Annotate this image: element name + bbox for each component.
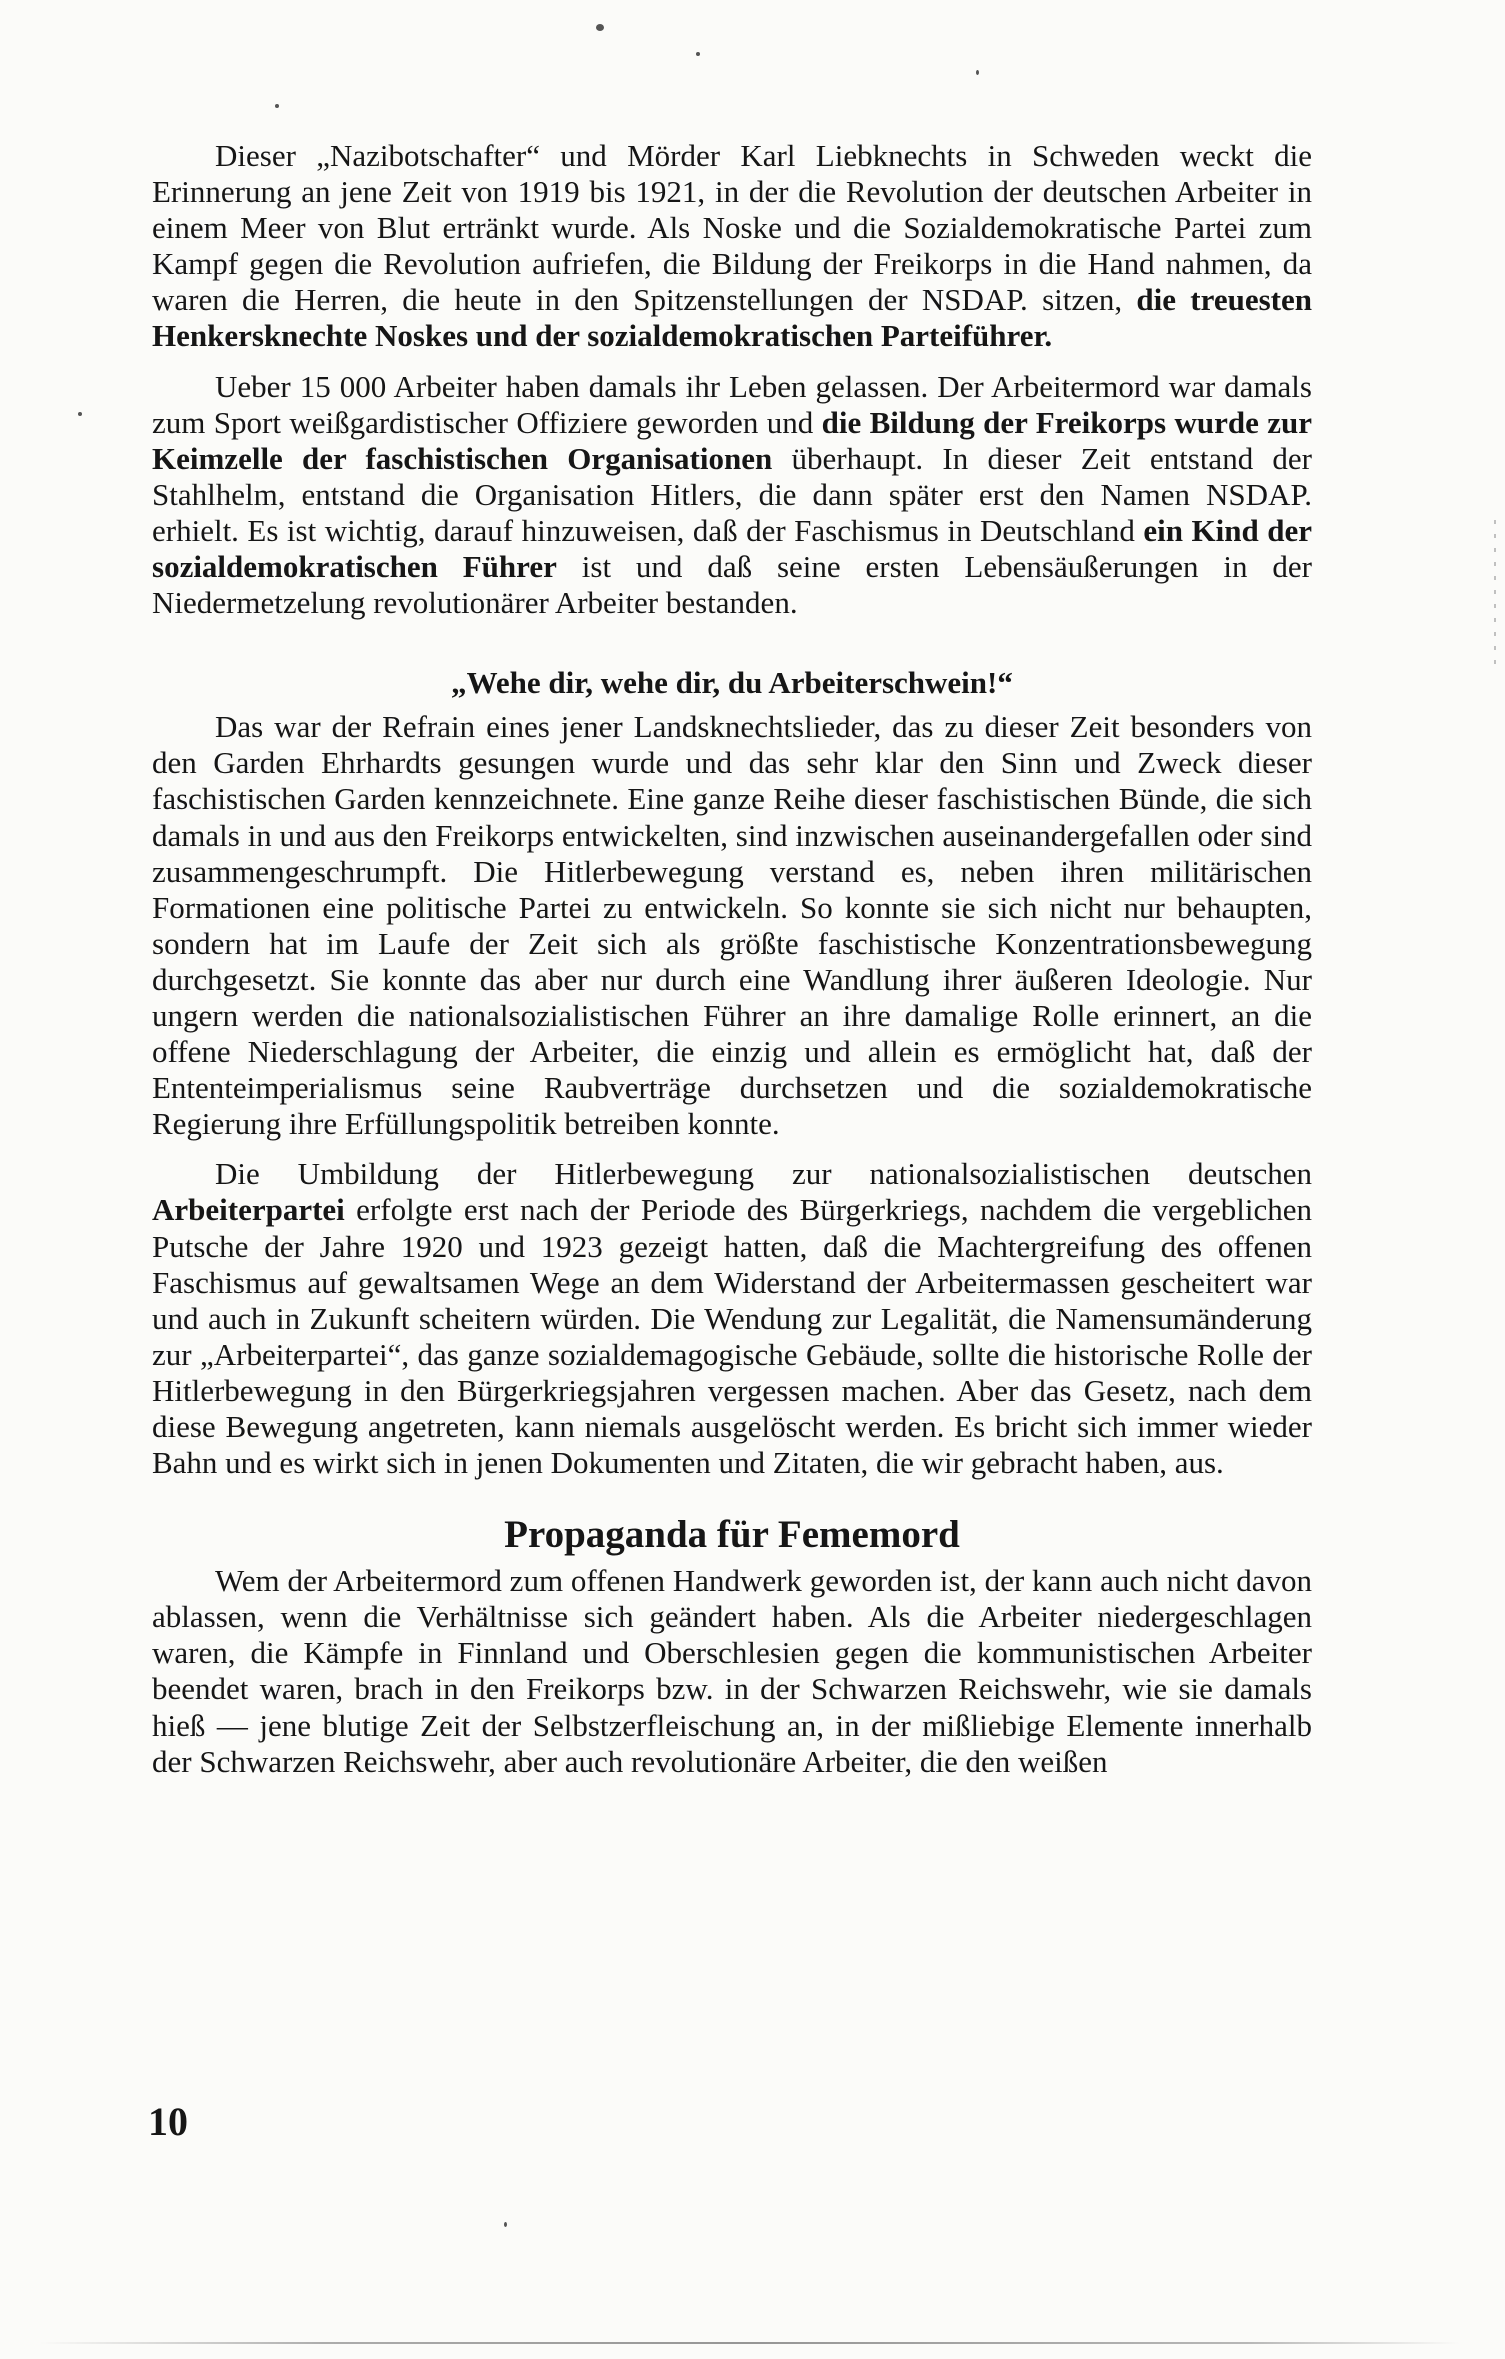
paragraph-1-text: Dieser „Nazibotschafter“ und Mörder Karl Liebknechts in Schweden weckt die Erinnerung an jene Zeit von 1919 bis 1921, in der die Revolution der deutschen Arbeiter in einem Meer von Blut ertränkt wurde. Als Noske und die Sozialdemokratische Partei zum Kampf gegen die Revolution aufriefen, die Bildung der Freikorps in die Hand nahmen, da waren die Herren, die heute in den Spitzenstellungen der NSDAP. sitzen, [152, 138, 1312, 318]
paragraph-4-text-a: Die Umbildung der Hitlerbewegung zur nationalsozialistischen deutschen [215, 1156, 1312, 1192]
scan-speck [696, 52, 700, 56]
scan-edge-mark [1494, 520, 1496, 670]
subheading: „Wehe dir, wehe dir, du Arbeiterschwein!“ [451, 665, 1013, 701]
paragraph-4-text-b: erfolgte erst nach der Periode des Bürgerkriegs, nachdem die vergeblichen Putsche der Jahre 1920 und 1923 gezeigt hatten, daß die Machtergreifung des offenen Faschismus auf gewaltsamen Wege an dem Widerstand der Arbeitermassen gescheitert war und auch in Zukunft scheitern würden. Die Wendung zur Legalität, die Namensumänderung zur „Arbeiterpartei“, das ganze sozialdemagogische Gebäude, sollte die historische Rolle der Hitlerbewegung in den Bürgerkriegsjahren vergessen machen. Aber das Gesetz, nach dem diese Bewegung angetreten, kann niemals ausgelöscht werden. Es bricht sich immer wieder Bahn und es wirkt sich in jenen Dokumenten und Zitaten, die wir gebracht haben, aus. [152, 1192, 1312, 1481]
paragraph-2-text-b: überhaupt. In dieser Zeit entstand der Stahlhelm, entstand die Organisation Hitlers, die dann später erst den Namen NSDAP. erhielt. Es ist wichtig, darauf hinzuweisen, daß der Faschismus in Deutschland [152, 440, 1313, 548]
paragraph-4-bold: Arbeiterpartei [152, 1192, 345, 1228]
paragraph-3: Das war der Refrain eines jener Landsknechtslieder, das zu dieser Zeit besonders von den Garden Ehrhardts gesungen wurde und das sehr klar den Sinn und Zweck dieser faschistischen Garden kennzeichnete. Eine ganze Reihe dieser faschistischen Bünde, die sich damals in und aus den Freikorps entwickelten, sind inzwischen auseinandergefallen oder sind zusammengeschrumpft. Die Hitlerbewegung verstand es, neben ihren militärischen Formationen eine politische Partei zu entwickeln. So konnte sie sich nicht nur behaupten, sondern hat im Laufe der Zeit sich als größte faschistische Konzentrationsbewegung durchgesetzt. Sie konnte das aber nur durch eine Wandlung ihrer äußeren Ideologie. Nur ungern werden die nationalsozialistischen Führer an ihre damalige Rolle erinnert, an die offene Niederschlagung der Arbeiter, die einzig und allein es ermöglicht hat, daß der Ententeimperialismus seine Raubverträge durchsetzen und die sozialdemokratische Regierung ihre Erfüllungspolitik betreiben konnte. [152, 709, 1312, 1142]
paragraph-2 [152, 369, 1312, 622]
paragraph-2-text-a: Ueber 15 000 Arbeiter haben damals ihr Leben gelassen. Der Arbeitermord war damals zum Sport weißgardistischer Offiziere geworden und [152, 368, 1312, 440]
paragraph-1-bold: die treuesten Henkersknechte Noskes und der sozialdemokratischen Parteiführer. [152, 282, 1312, 354]
scan-speck [78, 412, 82, 416]
page-number: 10 [148, 2099, 188, 2144]
scan-speck [976, 70, 979, 75]
scan-bottom-edge [40, 2342, 1460, 2344]
section-heading: Propaganda für Fememord [504, 1513, 960, 1557]
paragraph-4 [152, 1156, 1312, 1481]
paragraph-2-text-c: ist und daß seine ersten Lebensäußerungen in der Niedermetzelung revolutionärer Arbeiter bestanden. [152, 549, 1312, 621]
page-body [152, 138, 1312, 1780]
scan-speck [275, 104, 279, 108]
paragraph-2-bold-b: ein Kind der sozialdemokratischen Führer [152, 512, 1312, 585]
paragraph-1 [152, 138, 1312, 355]
paragraph-5: Wem der Arbeitermord zum offenen Handwerk geworden ist, der kann auch nicht davon ablassen, wenn die Verhältnisse sich geändert haben. Als die Arbeiter niedergeschlagen waren, die Kämpfe in Finnland und Oberschlesien gegen die kommunistischen Arbeiter beendet waren, brach in den Freikorps bzw. in der Schwarzen Reichswehr, wie sie damals hieß — jene blutige Zeit der Selbstzerfleischung an, in der mißliebige Elemente innerhalb der Schwarzen Reichswehr, aber auch revolutionäre Arbeiter, die den weißen [152, 1563, 1312, 1779]
scan-speck [504, 2222, 507, 2227]
scan-speck [596, 24, 604, 31]
paragraph-2-bold-a: die Bildung der Freikorps wurde zur Keimzelle der faschistischen Organisationen [152, 404, 1312, 476]
